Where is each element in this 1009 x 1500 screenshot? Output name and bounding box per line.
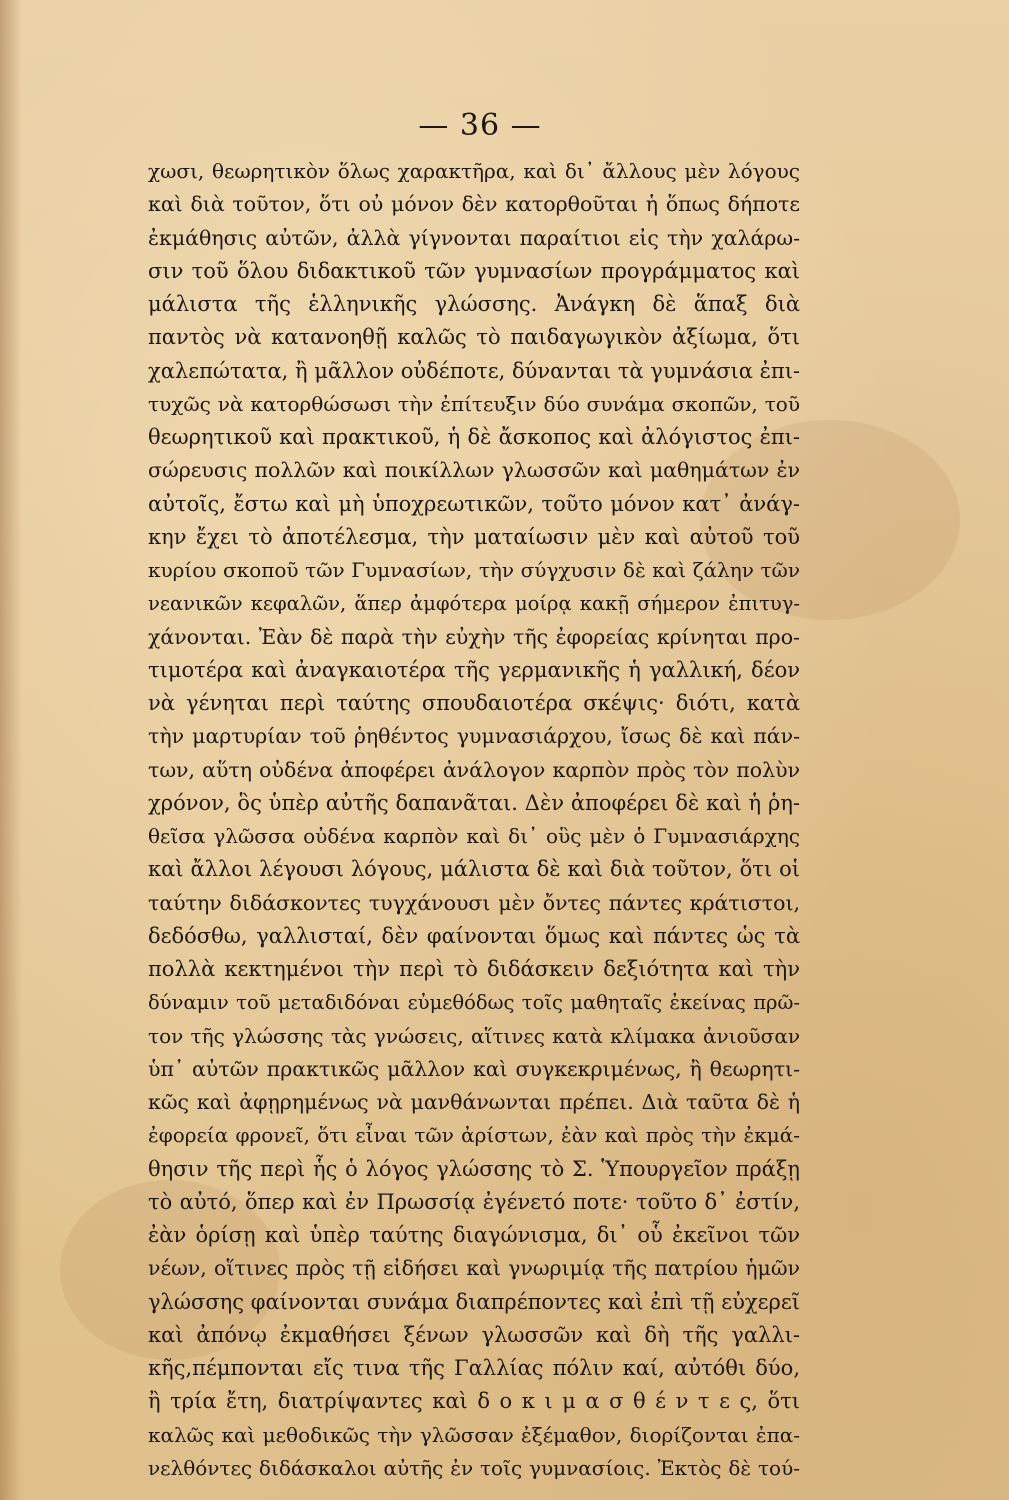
text-line: καλῶς καὶ μεθοδικῶς τὴν γλῶσσαν ἐξέμαθον, διορίζονται ἐπα-	[148, 1422, 800, 1447]
text-line: δεδόσθω, γαλλισταί, δὲν φαίνονται ὅμως καὶ πάντες ὡς τὰ	[148, 923, 800, 948]
body-text	[148, 155, 800, 1485]
text-line: ἐὰν ὁρίσῃ καὶ ὑπὲρ ταύτης διαγώνισμα, δι᾽ οὗ ἐκεῖνοι τῶν	[148, 1223, 800, 1247]
text-line: χαλεπώτατα, ἢ μᾶλλον οὐδέποτε, δύνανται τὰ γυμνάσια ἐπι-	[148, 358, 801, 383]
text-line: ἐκμάθησις αὐτῶν, ἀλλὰ γίγνονται παραίτιοι εἰς τὴν χαλάρω-	[148, 225, 800, 250]
text-line: ταύτην διδάσκοντες τυγχάνουσι μὲν ὄντες πάντες κράτιστοι,	[148, 890, 800, 915]
text-line: πολλὰ κεκτημένοι τὴν περὶ τὸ διδάσκειν δεξιότητα καὶ τὴν	[148, 957, 800, 981]
text-line: νεανικῶν κεφαλῶν, ἅπερ ἀμφότερα μοίρᾳ κακῇ σήμερον ἐπιτυγ-	[148, 592, 800, 616]
text-line: κῶς καὶ ἀφῃρημένως νὰ μανθάνωνται πρέπει. Διὰ ταῦτα δὲ ἡ	[148, 1090, 800, 1114]
text-line: νὰ γένηται περὶ ταύτης σπουδαιοτέρα σκέψις· διότι, κατὰ	[148, 691, 800, 715]
text-line: χάνονται. Ἐὰν δὲ παρὰ τὴν εὐχὴν τῆς ἐφορείας κρίνηται προ-	[148, 624, 800, 649]
text-line: σώρευσις πολλῶν καὶ ποικίλλων γλωσσῶν καὶ μαθημάτων ἐν	[148, 458, 800, 483]
text-line: ἐφορεία φρονεῖ, ὅτι εἶναι τῶν ἀρίστων, ἐὰν καὶ πρὸς τὴν ἐκμά-	[148, 1123, 800, 1148]
text-line: δύναμιν τοῦ μεταδιδόναι εὐμεθόδως τοῖς μαθηταῖς ἐκείνας πρῶ-	[148, 991, 800, 1015]
text-line: τον τῆς γλώσσης τὰς γνώσεις, αἵτινες κατὰ κλίμακα ἀνιοῦσαν	[148, 1023, 800, 1048]
text-line: ὑπ᾽ αὐτῶν πρακτικῶς μᾶλλον καὶ συγκεκριμένως, ἢ θεωρητι-	[148, 1056, 800, 1081]
text-line: τιμοτέρα καὶ ἀναγκαιοτέρα τῆς γερμανικῆς ἡ γαλλική, δέον	[148, 657, 800, 682]
text-line: νέων, οἵτινες πρὸς τῇ εἰδήσει καὶ γνωριμίᾳ τῆς πατρίου ἡμῶν	[148, 1256, 800, 1281]
page-number: — 36 —	[418, 108, 542, 143]
text-line: καὶ ἄλλοι λέγουσι λόγους, μάλιστα δὲ καὶ διὰ τοῦτον, ὅτι οἱ	[148, 857, 800, 882]
text-line: θησιν τῆς περὶ ἧς ὁ λόγος γλώσσης τὸ Σ. Ὑπουργεῖον πράξῃ	[148, 1156, 800, 1181]
text-line: των, αὕτη οὐδένα ἀποφέρει ἀνάλογον καρπὸν πρὸς τὸν πολὺν	[148, 757, 800, 782]
text-line: θεωρητικοῦ καὶ πρακτικοῦ, ἡ δὲ ἄσκοπος καὶ ἀλόγιστος ἐπι-	[148, 425, 800, 449]
text-line: τὸ αὐτό, ὅπερ καὶ ἐν Πρωσσίᾳ ἐγένετό ποτε· τοῦτο δ᾽ ἐστίν,	[148, 1189, 800, 1214]
text-line: καὶ ἀπόνῳ ἐκμαθήσει ξένων γλωσσῶν καὶ δὴ τῆς γαλλι-	[148, 1322, 800, 1347]
text-line: χρόνον, ὃς ὑπὲρ αὐτῆς δαπανᾶται. Δὲν ἀποφέρει δὲ καὶ ἡ ῥη-	[148, 790, 800, 815]
text-line: μάλιστα τῆς ἑλληνικῆς γλώσσης. Ἀνάγκη δὲ ἅπαξ διὰ	[148, 292, 800, 316]
text-line: τυχῶς νὰ κατορθώσωσι τὴν ἐπίτευξιν δύο συνάμα σκοπῶν, τοῦ	[148, 391, 800, 416]
page-edge-shadow	[0, 0, 22, 1500]
text-line: αὐτοῖς, ἔστω καὶ μὴ ὑποχρεωτικῶν, τοῦτο μόνον κατ᾽ ἀνάγ-	[148, 491, 800, 516]
text-line: κην ἔχει τὸ ἀποτέλεσμα, τὴν ματαίωσιν μὲν καὶ αὐτοῦ τοῦ	[148, 524, 800, 549]
text-line: παντὸς νὰ κατανοηθῇ καλῶς τὸ παιδαγωγικὸν ἀξίωμα, ὅτι	[148, 325, 800, 350]
text-line: ἢ τρία ἔτη, διατρίψαντες καὶ δ ο κ ι μ α σ θ έ ν τ ε ς, ὅτι	[148, 1389, 800, 1414]
text-line: κυρίου σκοποῦ τῶν Γυμνασίων, τὴν σύγχυσιν δὲ καὶ ζάλην τῶν	[148, 558, 800, 582]
text-line: νελθόντες διδάσκαλοι αὐτῆς ἐν τοῖς γυμνασίοις. Ἐκτὸς δὲ τού-	[148, 1455, 800, 1480]
text-line: σιν τοῦ ὅλου διδακτικοῦ τῶν γυμνασίων προγράμματος καὶ	[148, 258, 800, 283]
text-line: κῆς,πέμπονται εἴς τινα τῆς Γαλλίας πόλιν καί, αὐτόθι δύο,	[148, 1356, 800, 1380]
text-line: τὴν μαρτυρίαν τοῦ ῥηθέντος γυμνασιάρχου, ἴσως δὲ καὶ πάν-	[148, 724, 800, 749]
text-line: χωσι, θεωρητικὸν ὅλως χαρακτῆρα, καὶ δι᾽ ἄλλους μὲν λόγους	[148, 159, 800, 183]
text-line: θεῖσα γλῶσσα οὐδένα καρπὸν καὶ δι᾽ οὓς μὲν ὁ Γυμνασιάρχης	[148, 824, 800, 848]
text-line: καὶ διὰ τοῦτον, ὅτι οὐ μόνον δὲν κατορθοῦται ἡ ὅπως δήποτε	[148, 192, 800, 217]
text-line: γλώσσης φαίνονται συνάμα διαπρέποντες καὶ ἐπὶ τῇ εὐχερεῖ	[148, 1289, 800, 1314]
